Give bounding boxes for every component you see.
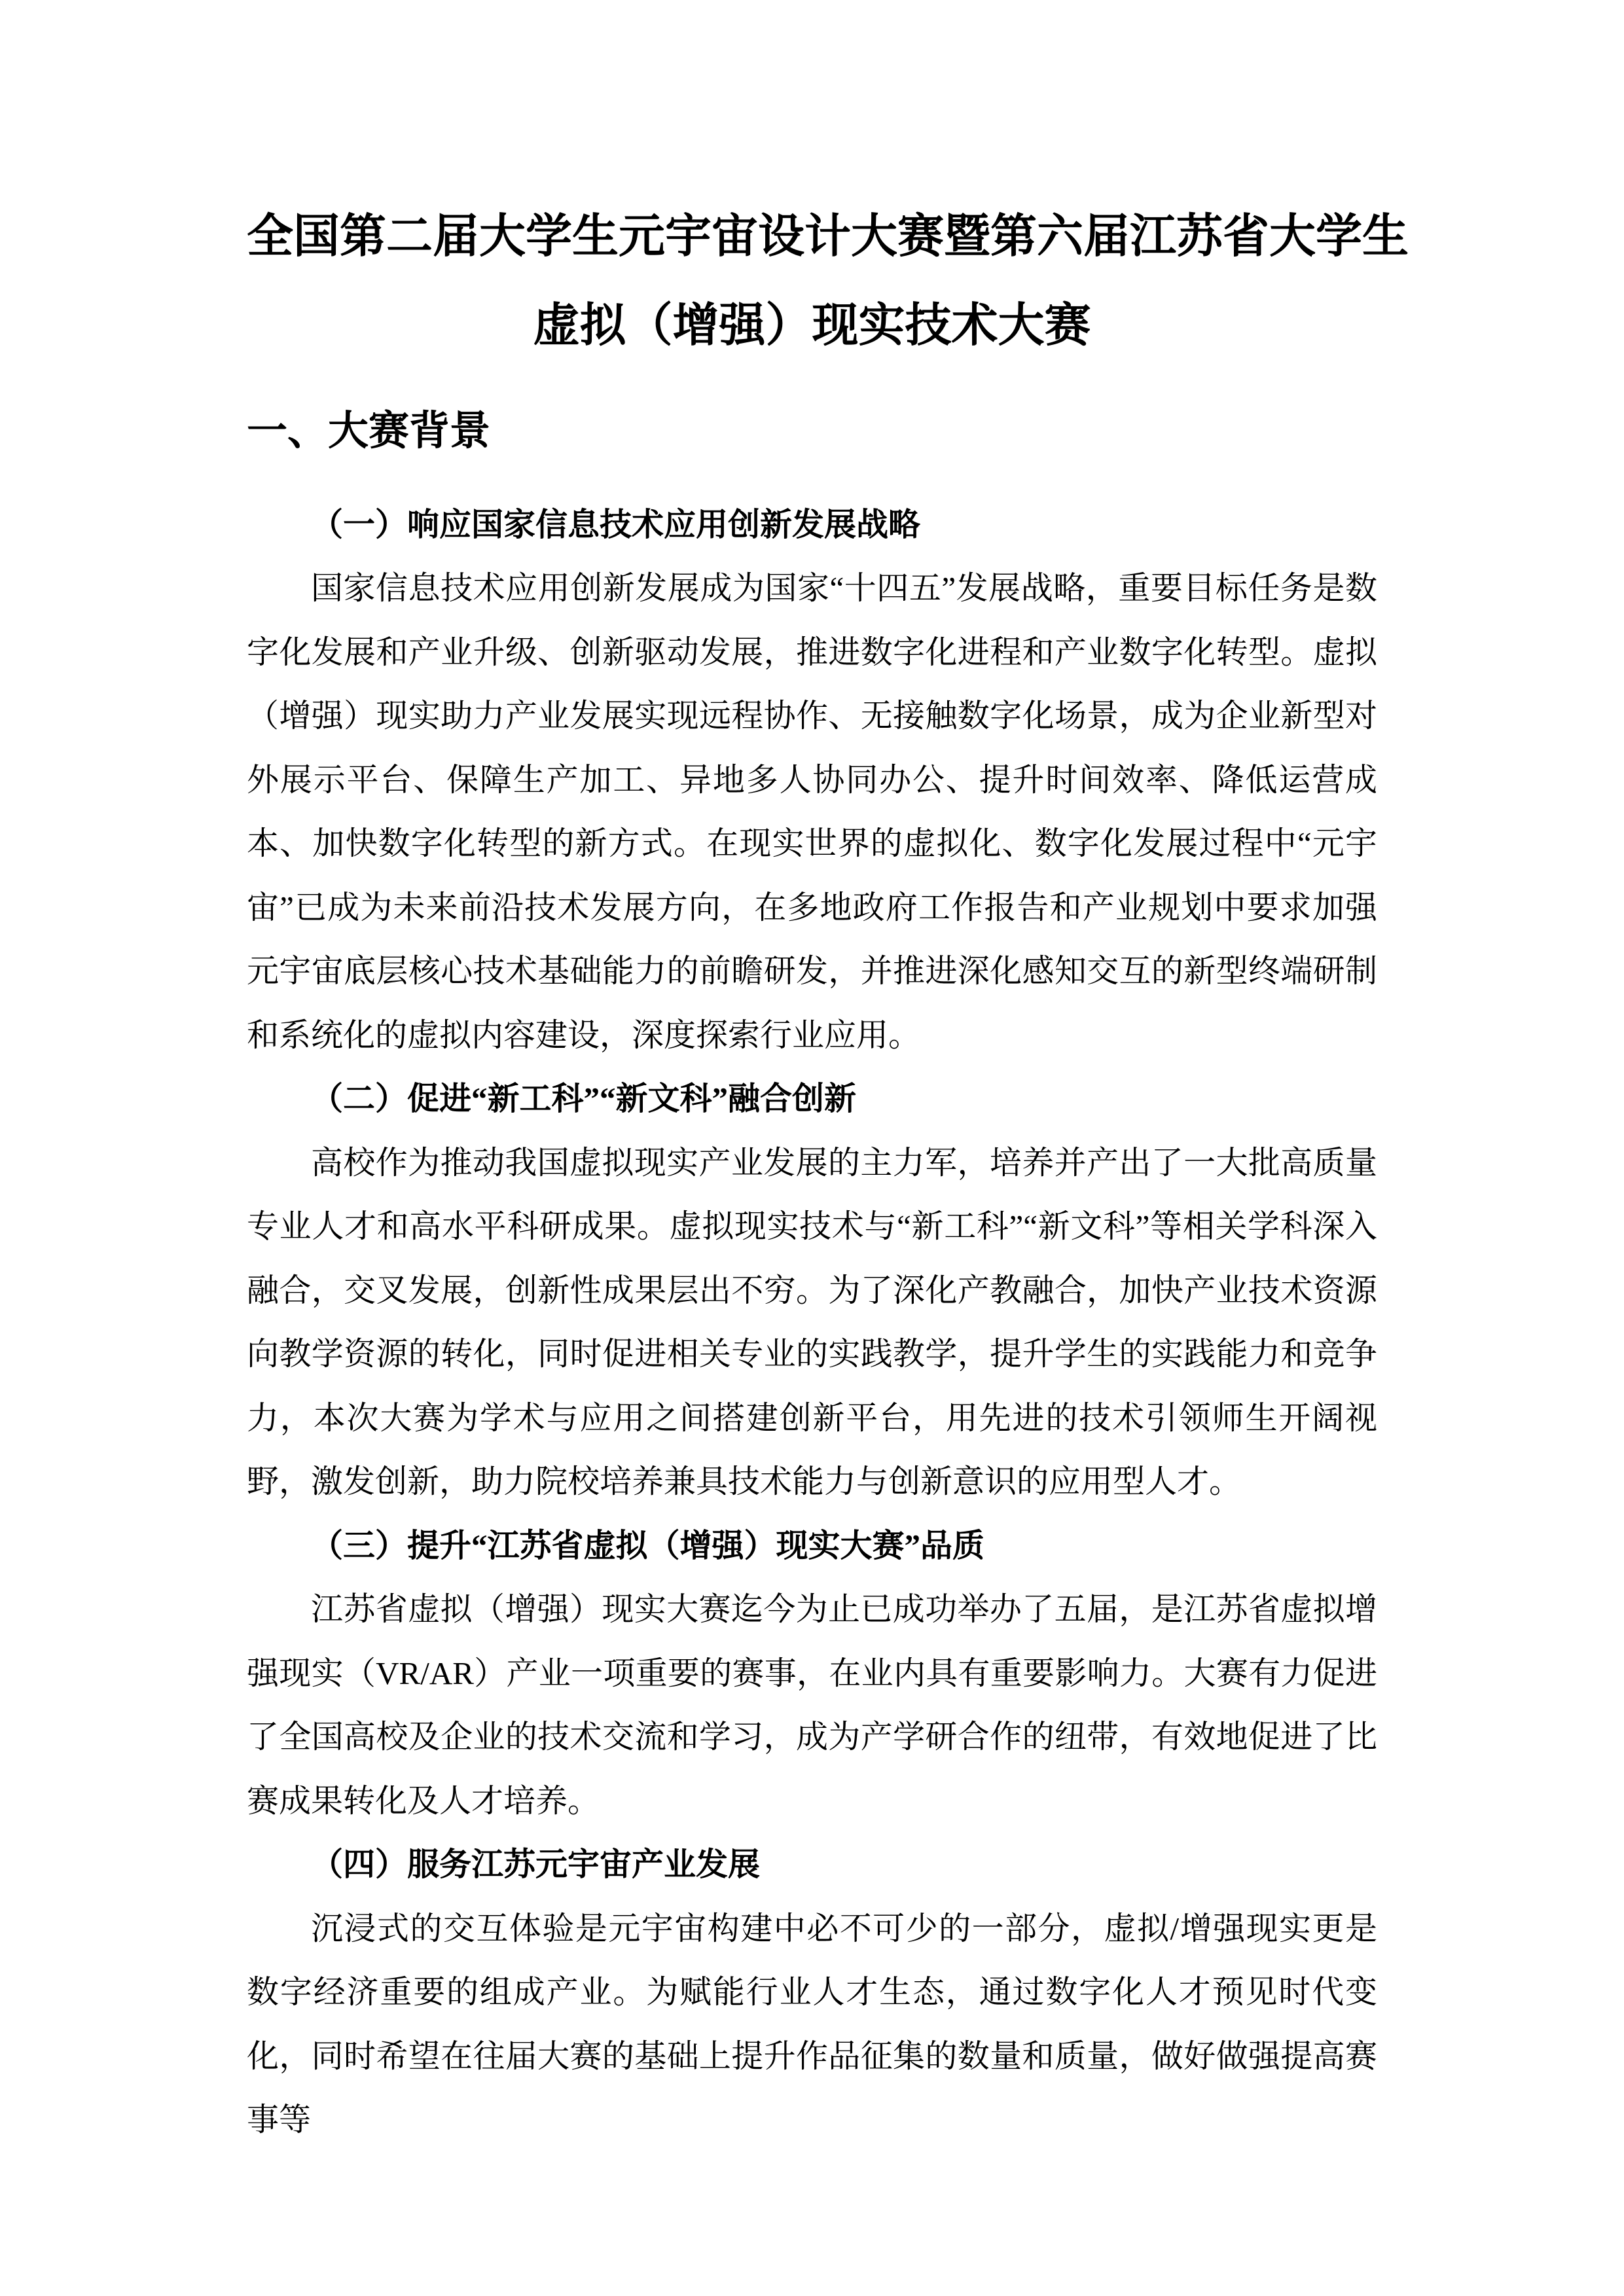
section-heading-background: 一、大赛背景 (247, 408, 491, 454)
title-line-1: 全国第二届大学生元宇宙设计大赛暨第六届江苏省大学生 (247, 211, 1409, 262)
subsection-heading-1: （一）响应国家信息技术应用创新发展战略 (311, 506, 921, 543)
paragraph-1: 国家信息技术应用创新发展成为国家“十四五”发展战略，重要目标任务是数字化发展和产业升级、创新驱动发展，推进数字化进程和产业数字化转型。虚拟（增强）现实助力产业发展实现远程协作、无接触数字化场景，成为企业新型对外展示平台、保障生产加工、异地多人协同办公、提升时间效率、降低运营成本、加快数字化转型的新方式。在现实世界的虚拟化、数字化发展过程中“元宇宙”已成为未来前沿技术发展方向，在多地政府工作报告和产业规划中要求加强元宇宙底层核心技术基础能力的前瞻研发，并推进深化感知交互的新型终端研制和系统化的虚拟内容建设，深度探索行业应用。 (247, 570, 1377, 1053)
subsection-heading-2: （二）促进“新工科”“新文科”融合创新 (311, 1081, 857, 1117)
document-title (247, 192, 1409, 370)
paragraph-2: 高校作为推动我国虚拟现实产业发展的主力军，培养并产出了一大批高质量专业人才和高水平科研成果。虚拟现实技术与“新工科”“新文科”等相关学科深入融合，交叉发展，创新性成果层出不穷。为了深化产教融合，加快产业技术资源向教学资源的转化，同时促进相关专业的实践教学，提升学生的实践能力和竞争力，本次大赛为学术与应用之间搭建创新平台，用先进的技术引领师生开阔视野，激发创新，助力院校培养兼具技术能力与创新意识的应用型人才。 (247, 1144, 1377, 1499)
subsection-heading-3: （三）提升“江苏省虚拟（增强）现实大赛”品质 (311, 1527, 985, 1564)
paragraph-4: 沉浸式的交互体验是元宇宙构建中必不可少的一部分，虚拟/增强现实更是数字经济重要的组成产业。为赋能行业人才生态，通过数字化人才预见时代变化，同时希望在往届大赛的基础上提升作品征集的数量和质量，做好做强提高赛事等 (247, 1910, 1377, 2138)
paragraph-3: 江苏省虚拟（增强）现实大赛迄今为止已成功举办了五届，是江苏省虚拟增强现实（VR/AR）产业一项重要的赛事，在业内具有重要影响力。大赛有力促进了全国高校及企业的技术交流和学习，成为产学研合作的纽带，有效地促进了比赛成果转化及人才培养。 (247, 1591, 1377, 1819)
title-line-2: 虚拟（增强）现实技术大赛 (533, 300, 1091, 351)
subsection-heading-4: （四）服务江苏元宇宙产业发展 (311, 1846, 761, 1882)
